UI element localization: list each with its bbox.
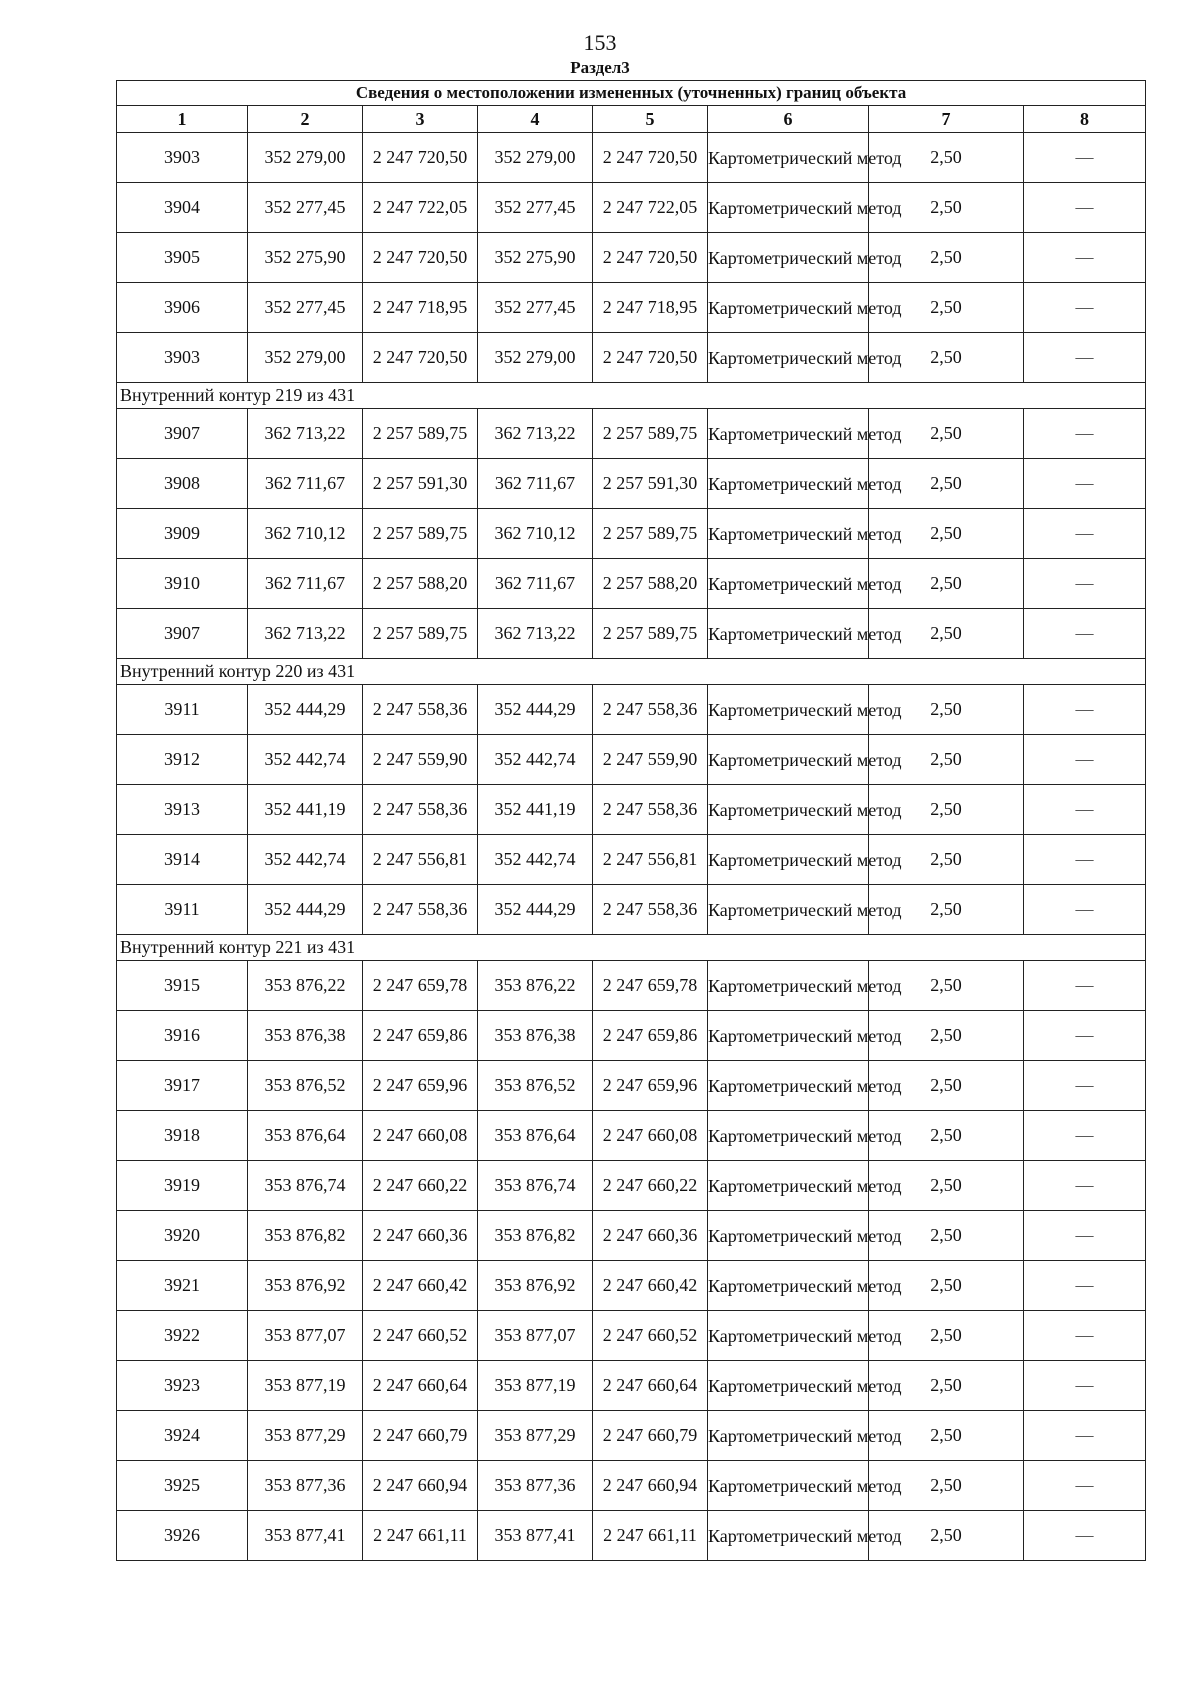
y-new-cell: 2 247 660,94 [593,1461,708,1511]
x-new-cell: 353 876,82 [478,1211,593,1261]
x-old-cell: 353 877,19 [248,1361,363,1411]
point-number-cell: 3924 [117,1411,248,1461]
y-new-cell: 2 247 660,22 [593,1161,708,1211]
y-old-cell: 2 247 722,05 [363,183,478,233]
point-number-cell: 3911 [117,885,248,935]
method-cell: Картометрический метод [708,609,869,659]
description-cell: — [1024,1311,1146,1361]
accuracy-cell: 2,50 [869,885,1024,935]
point-number-cell: 3919 [117,1161,248,1211]
y-new-cell: 2 257 589,75 [593,609,708,659]
point-number-cell: 3925 [117,1461,248,1511]
y-old-cell: 2 247 660,52 [363,1311,478,1361]
table-row [117,1211,1146,1261]
column-header: 3 [363,106,478,133]
description-cell: — [1024,1361,1146,1411]
method-cell: Картометрический метод [708,961,869,1011]
table-row [117,1061,1146,1111]
point-number-cell: 3903 [117,333,248,383]
y-new-cell: 2 247 556,81 [593,835,708,885]
table-row [117,233,1146,283]
x-old-cell: 353 876,22 [248,961,363,1011]
x-new-cell: 352 277,45 [478,283,593,333]
x-new-cell: 362 713,22 [478,609,593,659]
y-new-cell: 2 247 558,36 [593,785,708,835]
description-cell: — [1024,1411,1146,1461]
description-cell: — [1024,785,1146,835]
y-new-cell: 2 247 718,95 [593,283,708,333]
point-number-cell: 3913 [117,785,248,835]
x-old-cell: 362 713,22 [248,409,363,459]
method-cell: Картометрический метод [708,233,869,283]
column-header: 4 [478,106,593,133]
point-number-cell: 3904 [117,183,248,233]
description-cell: — [1024,333,1146,383]
y-old-cell: 2 247 660,94 [363,1461,478,1511]
x-new-cell: 352 277,45 [478,183,593,233]
column-header: 6 [708,106,869,133]
x-new-cell: 353 877,07 [478,1311,593,1361]
accuracy-cell: 2,50 [869,559,1024,609]
accuracy-cell: 2,50 [869,961,1024,1011]
point-number-cell: 3914 [117,835,248,885]
y-old-cell: 2 247 661,11 [363,1511,478,1561]
y-old-cell: 2 257 589,75 [363,609,478,659]
point-number-cell: 3915 [117,961,248,1011]
y-new-cell: 2 257 591,30 [593,459,708,509]
description-cell: — [1024,1461,1146,1511]
table-row [117,1361,1146,1411]
accuracy-cell: 2,50 [869,133,1024,183]
contour-row [117,383,1146,409]
table-row [117,459,1146,509]
x-new-cell: 352 442,74 [478,835,593,885]
table-row [117,283,1146,333]
y-old-cell: 2 247 720,50 [363,133,478,183]
accuracy-cell: 2,50 [869,1011,1024,1061]
method-cell: Картометрический метод [708,685,869,735]
x-old-cell: 353 877,36 [248,1461,363,1511]
accuracy-cell: 2,50 [869,1111,1024,1161]
y-old-cell: 2 257 589,75 [363,409,478,459]
y-old-cell: 2 257 588,20 [363,559,478,609]
y-new-cell: 2 257 589,75 [593,409,708,459]
method-cell: Картометрический метод [708,885,869,935]
table-title: Сведения о местоположении измененных (уточненных) границ объекта [117,81,1146,106]
table-body [117,133,1146,1561]
table-row [117,1111,1146,1161]
x-old-cell: 353 877,41 [248,1511,363,1561]
table-row [117,1461,1146,1511]
description-cell: — [1024,183,1146,233]
x-new-cell: 352 441,19 [478,785,593,835]
point-number-cell: 3910 [117,559,248,609]
accuracy-cell: 2,50 [869,333,1024,383]
y-old-cell: 2 247 660,79 [363,1411,478,1461]
method-cell: Картометрический метод [708,785,869,835]
accuracy-cell: 2,50 [869,1161,1024,1211]
x-new-cell: 362 711,67 [478,459,593,509]
y-old-cell: 2 247 659,78 [363,961,478,1011]
x-old-cell: 352 442,74 [248,735,363,785]
y-old-cell: 2 247 660,42 [363,1261,478,1311]
y-new-cell: 2 247 659,96 [593,1061,708,1111]
method-cell: Картометрический метод [708,1011,869,1061]
x-new-cell: 353 877,41 [478,1511,593,1561]
contour-label: Внутренний контур 220 из 431 [117,659,1146,685]
x-old-cell: 352 444,29 [248,685,363,735]
accuracy-cell: 2,50 [869,1461,1024,1511]
table-row [117,1261,1146,1311]
method-cell: Картометрический метод [708,133,869,183]
table-row [117,1011,1146,1061]
x-old-cell: 352 279,00 [248,133,363,183]
method-cell: Картометрический метод [708,1461,869,1511]
x-new-cell: 353 876,38 [478,1011,593,1061]
table-row [117,1511,1146,1561]
method-cell: Картометрический метод [708,1411,869,1461]
point-number-cell: 3912 [117,735,248,785]
column-header: 8 [1024,106,1146,133]
page-number: 153 [583,30,617,55]
column-header: 2 [248,106,363,133]
point-number-cell: 3921 [117,1261,248,1311]
x-old-cell: 352 444,29 [248,885,363,935]
x-new-cell: 353 876,22 [478,961,593,1011]
description-cell: — [1024,609,1146,659]
x-old-cell: 353 876,52 [248,1061,363,1111]
point-number-cell: 3911 [117,685,248,735]
y-old-cell: 2 247 558,36 [363,785,478,835]
x-new-cell: 352 279,00 [478,133,593,183]
point-number-cell: 3918 [117,1111,248,1161]
point-number-cell: 3907 [117,409,248,459]
description-cell: — [1024,735,1146,785]
point-number-cell: 3906 [117,283,248,333]
point-number-cell: 3922 [117,1311,248,1361]
table-row [117,609,1146,659]
point-number-cell: 3909 [117,509,248,559]
y-new-cell: 2 247 720,50 [593,333,708,383]
description-cell: — [1024,459,1146,509]
section-title: Раздел3 [570,58,630,77]
x-new-cell: 362 713,22 [478,409,593,459]
point-number-cell: 3916 [117,1011,248,1061]
accuracy-cell: 2,50 [869,409,1024,459]
x-new-cell: 353 877,19 [478,1361,593,1411]
accuracy-cell: 2,50 [869,1311,1024,1361]
y-new-cell: 2 247 558,36 [593,685,708,735]
x-new-cell: 362 710,12 [478,509,593,559]
method-cell: Картометрический метод [708,835,869,885]
y-new-cell: 2 247 559,90 [593,735,708,785]
y-new-cell: 2 257 588,20 [593,559,708,609]
description-cell: — [1024,509,1146,559]
point-number-cell: 3907 [117,609,248,659]
column-header: 5 [593,106,708,133]
y-new-cell: 2 247 558,36 [593,885,708,935]
y-old-cell: 2 247 558,36 [363,885,478,935]
y-new-cell: 2 247 660,08 [593,1111,708,1161]
method-cell: Картометрический метод [708,459,869,509]
y-new-cell: 2 247 660,79 [593,1411,708,1461]
x-new-cell: 352 442,74 [478,735,593,785]
description-cell: — [1024,1261,1146,1311]
description-cell: — [1024,1061,1146,1111]
y-old-cell: 2 247 660,64 [363,1361,478,1411]
x-old-cell: 352 442,74 [248,835,363,885]
method-cell: Картометрический метод [708,1111,869,1161]
x-new-cell: 353 877,36 [478,1461,593,1511]
point-number-cell: 3923 [117,1361,248,1411]
column-header: 7 [869,106,1024,133]
x-old-cell: 362 711,67 [248,459,363,509]
method-cell: Картометрический метод [708,1311,869,1361]
x-old-cell: 353 877,07 [248,1311,363,1361]
method-cell: Картометрический метод [708,559,869,609]
method-cell: Картометрический метод [708,333,869,383]
description-cell: — [1024,559,1146,609]
x-old-cell: 353 876,82 [248,1211,363,1261]
y-old-cell: 2 247 660,36 [363,1211,478,1261]
coordinates-table [116,80,1146,1561]
table-row [117,885,1146,935]
table-row [117,685,1146,735]
point-number-cell: 3926 [117,1511,248,1561]
y-old-cell: 2 247 659,96 [363,1061,478,1111]
y-new-cell: 2 247 660,52 [593,1311,708,1361]
table-row [117,1411,1146,1461]
method-cell: Картометрический метод [708,1061,869,1111]
table-row [117,735,1146,785]
x-new-cell: 352 444,29 [478,685,593,735]
y-new-cell: 2 247 659,78 [593,961,708,1011]
description-cell: — [1024,961,1146,1011]
x-old-cell: 352 277,45 [248,183,363,233]
method-cell: Картометрический метод [708,509,869,559]
y-old-cell: 2 247 558,36 [363,685,478,735]
contour-row [117,659,1146,685]
table-row [117,509,1146,559]
table-row [117,133,1146,183]
x-old-cell: 362 710,12 [248,509,363,559]
accuracy-cell: 2,50 [869,1361,1024,1411]
accuracy-cell: 2,50 [869,1211,1024,1261]
y-old-cell: 2 257 591,30 [363,459,478,509]
accuracy-cell: 2,50 [869,1511,1024,1561]
accuracy-cell: 2,50 [869,283,1024,333]
description-cell: — [1024,885,1146,935]
x-old-cell: 353 876,64 [248,1111,363,1161]
x-new-cell: 353 876,92 [478,1261,593,1311]
method-cell: Картометрический метод [708,283,869,333]
point-number-cell: 3908 [117,459,248,509]
x-old-cell: 362 713,22 [248,609,363,659]
y-new-cell: 2 247 720,50 [593,233,708,283]
accuracy-cell: 2,50 [869,509,1024,559]
description-cell: — [1024,1111,1146,1161]
method-cell: Картометрический метод [708,1211,869,1261]
description-cell: — [1024,685,1146,735]
y-old-cell: 2 247 660,22 [363,1161,478,1211]
accuracy-cell: 2,50 [869,785,1024,835]
x-new-cell: 352 279,00 [478,333,593,383]
x-old-cell: 353 876,92 [248,1261,363,1311]
method-cell: Картометрический метод [708,1511,869,1561]
y-new-cell: 2 247 659,86 [593,1011,708,1061]
table-row [117,785,1146,835]
table-row [117,1311,1146,1361]
contour-label: Внутренний контур 221 из 431 [117,935,1146,961]
x-old-cell: 353 876,74 [248,1161,363,1211]
method-cell: Картометрический метод [708,409,869,459]
y-new-cell: 2 247 722,05 [593,183,708,233]
x-old-cell: 362 711,67 [248,559,363,609]
y-new-cell: 2 257 589,75 [593,509,708,559]
accuracy-cell: 2,50 [869,609,1024,659]
method-cell: Картометрический метод [708,1261,869,1311]
table-row [117,961,1146,1011]
accuracy-cell: 2,50 [869,685,1024,735]
y-old-cell: 2 247 718,95 [363,283,478,333]
point-number-cell: 3905 [117,233,248,283]
method-cell: Картометрический метод [708,1161,869,1211]
y-old-cell: 2 247 556,81 [363,835,478,885]
accuracy-cell: 2,50 [869,835,1024,885]
description-cell: — [1024,1161,1146,1211]
x-new-cell: 353 876,64 [478,1111,593,1161]
description-cell: — [1024,1211,1146,1261]
description-cell: — [1024,283,1146,333]
x-new-cell: 353 876,74 [478,1161,593,1211]
y-old-cell: 2 247 660,08 [363,1111,478,1161]
column-header: 1 [117,106,248,133]
table-row [117,183,1146,233]
description-cell: — [1024,835,1146,885]
y-new-cell: 2 247 660,42 [593,1261,708,1311]
x-old-cell: 353 876,38 [248,1011,363,1061]
x-old-cell: 352 441,19 [248,785,363,835]
x-new-cell: 362 711,67 [478,559,593,609]
description-cell: — [1024,409,1146,459]
x-old-cell: 353 877,29 [248,1411,363,1461]
table-row [117,835,1146,885]
x-old-cell: 352 277,45 [248,283,363,333]
accuracy-cell: 2,50 [869,1411,1024,1461]
x-new-cell: 352 275,90 [478,233,593,283]
method-cell: Картометрический метод [708,183,869,233]
table-row [117,559,1146,609]
contour-label: Внутренний контур 219 из 431 [117,383,1146,409]
description-cell: — [1024,1011,1146,1061]
y-old-cell: 2 247 720,50 [363,233,478,283]
y-old-cell: 2 247 559,90 [363,735,478,785]
y-old-cell: 2 257 589,75 [363,509,478,559]
accuracy-cell: 2,50 [869,183,1024,233]
accuracy-cell: 2,50 [869,735,1024,785]
x-new-cell: 353 877,29 [478,1411,593,1461]
y-new-cell: 2 247 660,36 [593,1211,708,1261]
accuracy-cell: 2,50 [869,233,1024,283]
table-row [117,409,1146,459]
table-row [117,333,1146,383]
method-cell: Картометрический метод [708,735,869,785]
y-old-cell: 2 247 659,86 [363,1011,478,1061]
x-new-cell: 352 444,29 [478,885,593,935]
description-cell: — [1024,133,1146,183]
x-old-cell: 352 275,90 [248,233,363,283]
point-number-cell: 3903 [117,133,248,183]
description-cell: — [1024,1511,1146,1561]
y-new-cell: 2 247 661,11 [593,1511,708,1561]
accuracy-cell: 2,50 [869,459,1024,509]
accuracy-cell: 2,50 [869,1261,1024,1311]
x-old-cell: 352 279,00 [248,333,363,383]
table-row [117,1161,1146,1211]
y-old-cell: 2 247 720,50 [363,333,478,383]
y-new-cell: 2 247 660,64 [593,1361,708,1411]
accuracy-cell: 2,50 [869,1061,1024,1111]
description-cell: — [1024,233,1146,283]
column-header-row [117,106,1146,133]
x-new-cell: 353 876,52 [478,1061,593,1111]
method-cell: Картометрический метод [708,1361,869,1411]
y-new-cell: 2 247 720,50 [593,133,708,183]
point-number-cell: 3917 [117,1061,248,1111]
contour-row [117,935,1146,961]
point-number-cell: 3920 [117,1211,248,1261]
